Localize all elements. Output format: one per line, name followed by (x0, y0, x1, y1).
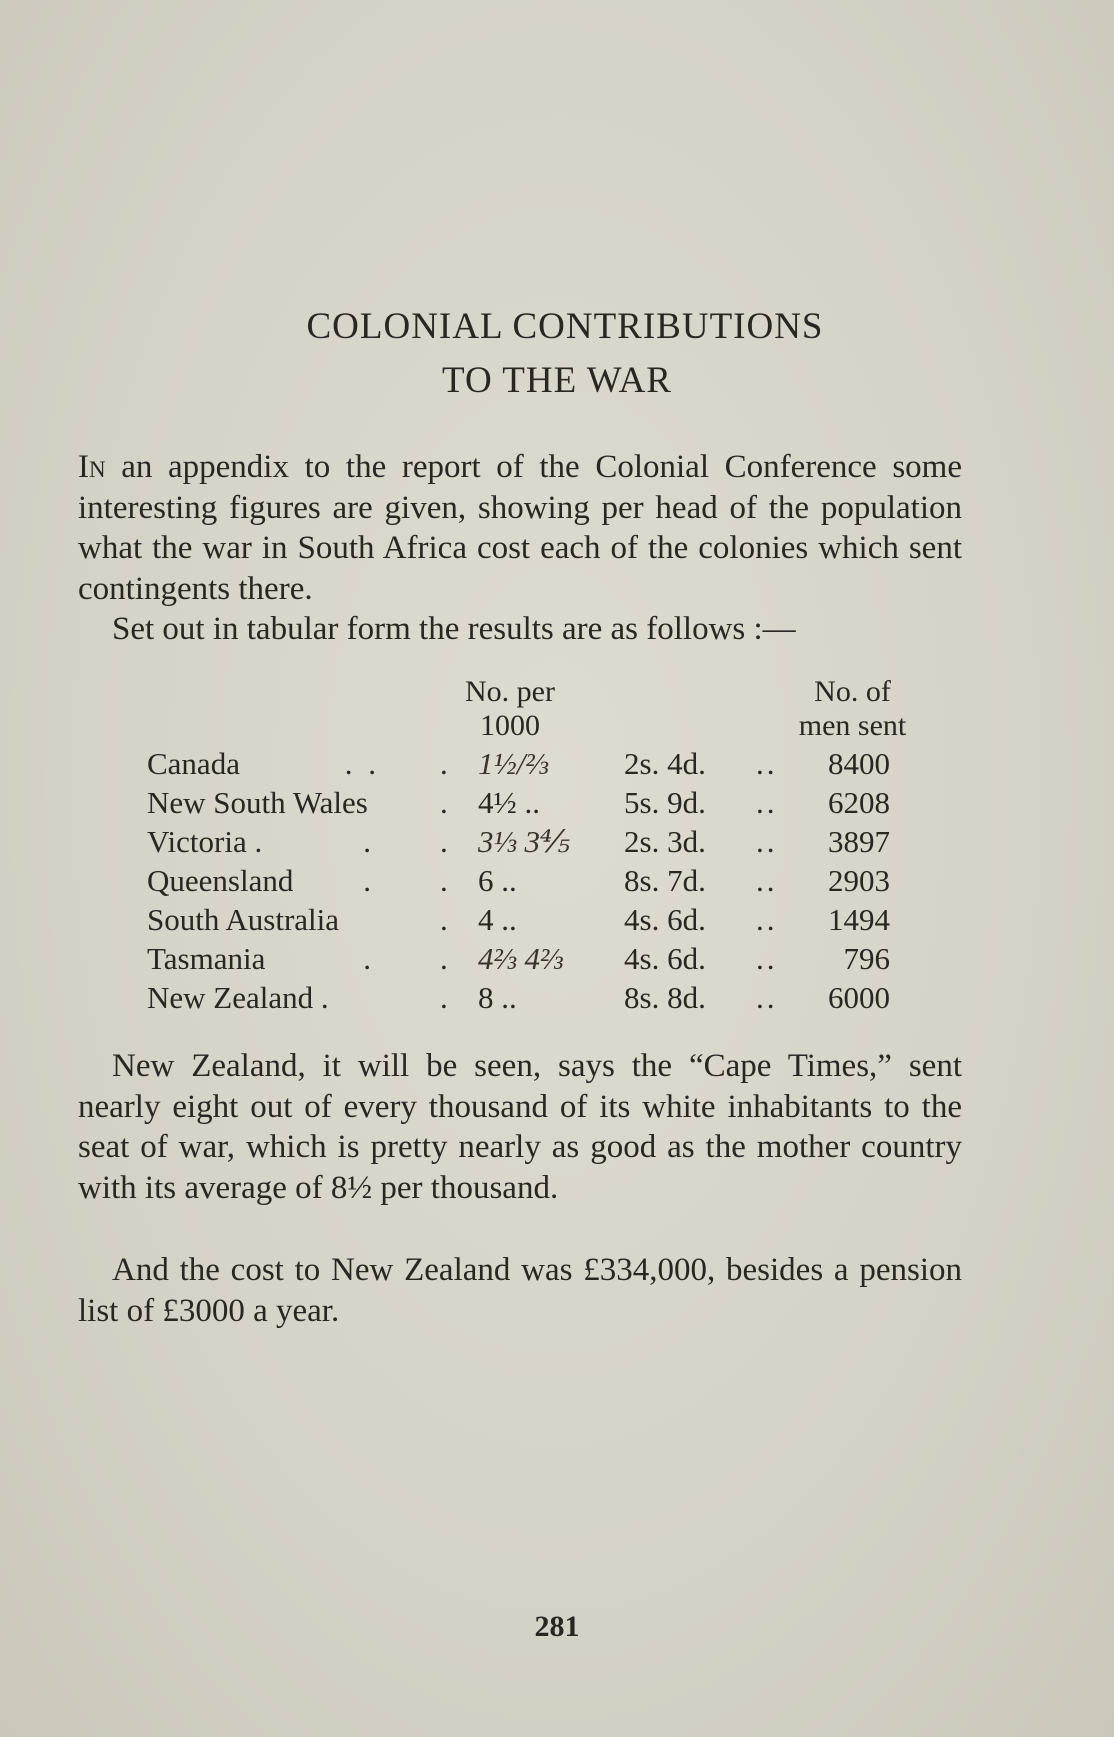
cost-per-head: 2s. 4d. (624, 746, 706, 781)
cape-times-paragraph: New Zealand, it will be seen, says the “Cape Times,” sent nearly eight out of every thousand of its white inhabitants to the seat of war, which is pretty nearly as good as the mother country with its average of 8½ per thousand. (78, 1048, 962, 1206)
leader-dots: . (363, 824, 375, 859)
men-sent: 796 (843, 941, 890, 976)
intro-lead-word: In (78, 449, 106, 485)
colony-name: South Australia (147, 902, 340, 937)
per-1000-value: 4⅔ 4⅔ (478, 941, 564, 976)
header-men-sent: No. of men sent (798, 675, 907, 742)
table-row: Queensland . . 6 .. 8s. 7d. .. 2903 (147, 863, 890, 898)
colony-name: Victoria . (147, 824, 263, 859)
table-row: New South Wales . 4½ .. 5s. 9d. .. 6208 (147, 785, 890, 820)
intro-text: an appendix to the report of the Colonial Conference some interesting figures are given, showing per head of the population what the war in South Africa cost each of the colonies which sent contingents there. (78, 449, 962, 607)
table-row: Tasmania . . 4⅔ 4⅔ 4s. 6d. .. 796 (147, 941, 890, 976)
cost-per-head: 8s. 8d. (624, 980, 706, 1015)
leader-dots: . . (344, 746, 380, 781)
colony-name: New Zealand . (147, 980, 329, 1015)
cost-per-head: 5s. 9d. (624, 785, 706, 820)
leader-dots: . (363, 863, 375, 898)
per-1000-value: 3⅓ 3⅘ (478, 824, 571, 859)
table-row: South Australia . 4 .. 4s. 6d. .. 1494 (147, 902, 890, 937)
per-1000-value: 4 .. (478, 902, 517, 937)
per-1000-value: 8 .. (478, 980, 517, 1015)
men-sent: 6208 (828, 785, 890, 820)
cost-per-head: 2s. 3d. (624, 824, 706, 859)
men-sent: 1494 (828, 902, 890, 937)
table-row: Victoria . . . 3⅓ 3⅘ 2s. 3d. .. 3897 (147, 824, 890, 859)
intro-paragraph (78, 447, 962, 650)
per-1000-value: 6 .. (478, 863, 517, 898)
table-row: New Zealand . . 8 .. 8s. 8d. .. 6000 (147, 980, 890, 1015)
colony-name: Canada (147, 746, 240, 781)
men-sent: 6000 (828, 980, 890, 1015)
table-row: Canada . . . 1½/⅔ 2s. 4d. .. 8400 (147, 746, 890, 781)
intro-second-line: Set out in tabular form the results are as follows :— (112, 611, 796, 647)
cost-paragraph: And the cost to New Zealand was £334,000, besides a pension list of £3000 a year. (78, 1252, 962, 1329)
chapter-title-line-1: COLONIAL CONTRIBUTIONS (306, 306, 824, 347)
colony-name: Tasmania (147, 941, 266, 976)
men-sent: 3897 (828, 824, 890, 859)
chapter-title-line-2: TO THE WAR (442, 360, 672, 401)
header-per-1000: No. per 1000 (465, 675, 555, 742)
cost-per-head: 4s. 6d. (624, 941, 706, 976)
per-1000-value: 4½ .. (478, 785, 540, 820)
cost-per-head: 8s. 7d. (624, 863, 706, 898)
colony-name: New South Wales (147, 785, 368, 820)
men-sent: 8400 (828, 746, 890, 781)
leader-dots: . (363, 941, 375, 976)
colony-name: Queensland (147, 863, 294, 898)
cost-per-head: 4s. 6d. (624, 902, 706, 937)
page-number: 281 (534, 1610, 580, 1643)
men-sent: 2903 (828, 863, 890, 898)
per-1000-value: 1½/⅔ (478, 746, 549, 781)
